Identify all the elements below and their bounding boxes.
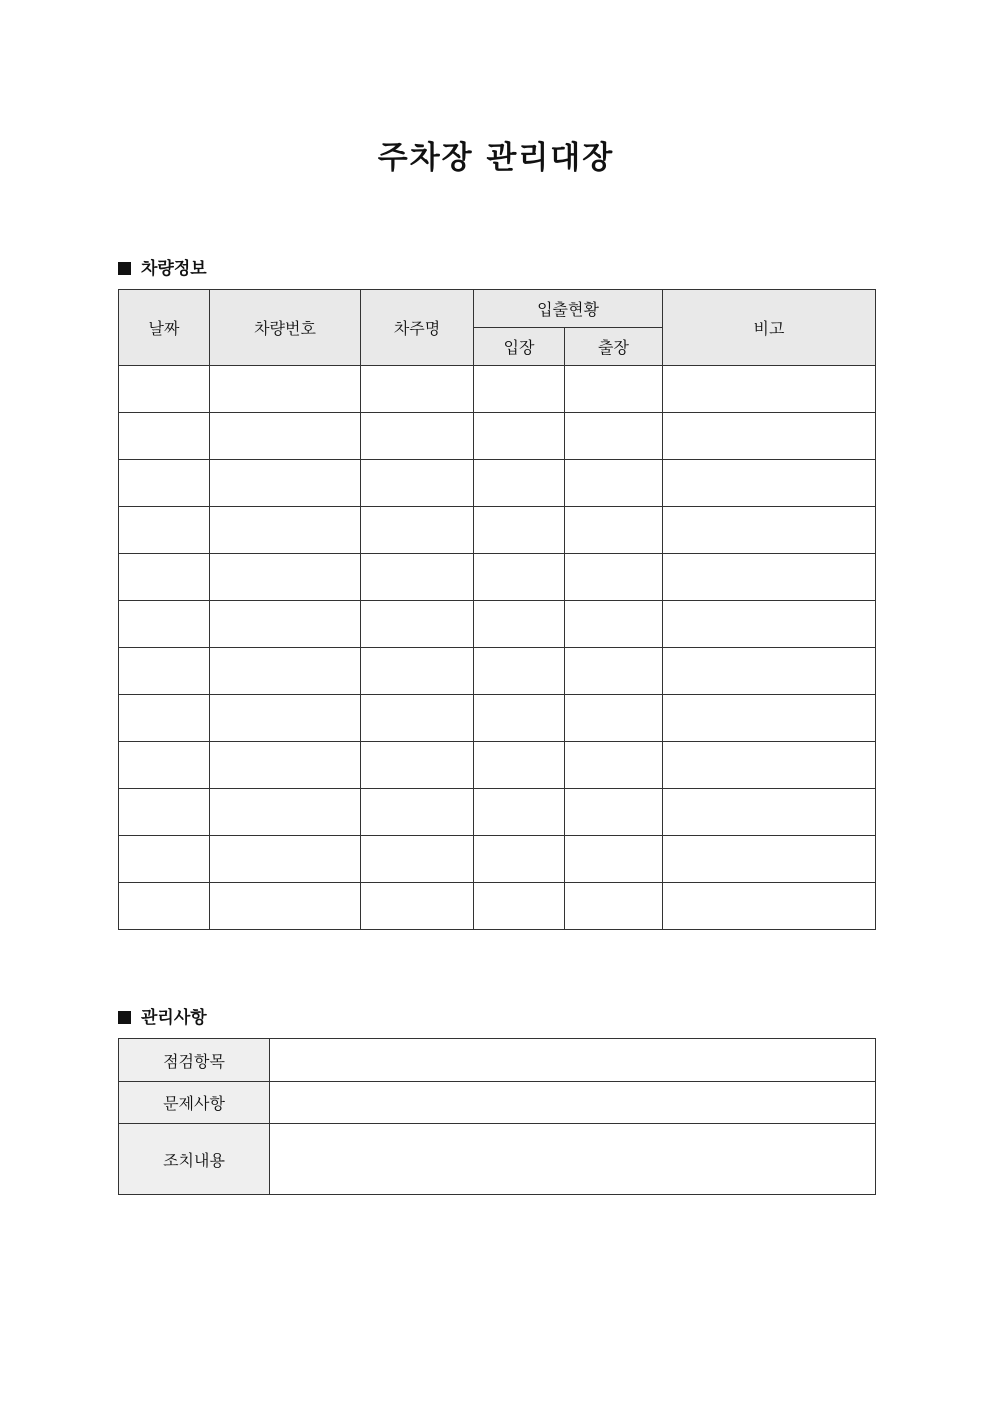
field-actions-taken[interactable] [270,1124,876,1195]
label-issues: 문제사항 [119,1082,270,1124]
cell-exit[interactable] [565,507,663,554]
cell-plate-number[interactable] [210,742,361,789]
table-row [119,648,876,695]
cell-date[interactable] [119,883,210,930]
table-row [119,413,876,460]
table-row [119,1082,876,1124]
table-row [119,883,876,930]
cell-owner-name[interactable] [361,742,474,789]
section-heading-label: 차량정보 [141,259,207,279]
cell-entry[interactable] [474,648,565,695]
header-date: 날짜 [119,290,210,366]
cell-owner-name[interactable] [361,554,474,601]
table-row [119,742,876,789]
cell-owner-name[interactable] [361,695,474,742]
cell-date[interactable] [119,601,210,648]
cell-exit[interactable] [565,836,663,883]
cell-plate-number[interactable] [210,554,361,601]
square-bullet-icon [118,262,131,275]
table-row [119,366,876,413]
cell-owner-name[interactable] [361,366,474,413]
field-issues[interactable] [270,1082,876,1124]
cell-remarks[interactable] [663,601,876,648]
cell-owner-name[interactable] [361,413,474,460]
label-inspection-items: 점검항목 [119,1039,270,1082]
cell-remarks[interactable] [663,695,876,742]
cell-exit[interactable] [565,460,663,507]
table-row [119,1039,876,1082]
cell-date[interactable] [119,507,210,554]
table-row [119,836,876,883]
cell-date[interactable] [119,836,210,883]
cell-owner-name[interactable] [361,601,474,648]
cell-entry[interactable] [474,507,565,554]
cell-entry[interactable] [474,742,565,789]
header-inout-status: 입출현황 [474,290,663,328]
cell-plate-number[interactable] [210,413,361,460]
table-row [119,1124,876,1195]
cell-entry[interactable] [474,413,565,460]
cell-exit[interactable] [565,742,663,789]
cell-owner-name[interactable] [361,789,474,836]
header-remarks: 비고 [663,290,876,366]
cell-plate-number[interactable] [210,601,361,648]
table-row [119,695,876,742]
cell-plate-number[interactable] [210,695,361,742]
square-bullet-icon [118,1011,131,1024]
table-row [119,554,876,601]
cell-remarks[interactable] [663,883,876,930]
vehicle-info-table [118,289,876,930]
header-plate-number: 차량번호 [210,290,361,366]
cell-entry[interactable] [474,695,565,742]
cell-owner-name[interactable] [361,507,474,554]
vehicle-table-body [119,366,876,930]
cell-plate-number[interactable] [210,366,361,413]
cell-entry[interactable] [474,883,565,930]
cell-plate-number[interactable] [210,883,361,930]
cell-date[interactable] [119,789,210,836]
cell-remarks[interactable] [663,554,876,601]
cell-date[interactable] [119,554,210,601]
cell-remarks[interactable] [663,836,876,883]
cell-exit[interactable] [565,554,663,601]
header-exit: 출장 [565,328,663,366]
cell-entry[interactable] [474,366,565,413]
cell-owner-name[interactable] [361,460,474,507]
cell-exit[interactable] [565,366,663,413]
cell-entry[interactable] [474,601,565,648]
section-heading-vehicle [118,254,207,279]
cell-entry[interactable] [474,460,565,507]
cell-remarks[interactable] [663,366,876,413]
cell-entry[interactable] [474,836,565,883]
cell-date[interactable] [119,695,210,742]
cell-exit[interactable] [565,648,663,695]
cell-entry[interactable] [474,554,565,601]
cell-exit[interactable] [565,695,663,742]
cell-owner-name[interactable] [361,648,474,695]
section-heading-label: 관리사항 [141,1008,207,1028]
cell-date[interactable] [119,742,210,789]
section-heading-management [118,1003,207,1028]
cell-plate-number[interactable] [210,648,361,695]
page-title: 주차장 관리대장 [377,140,615,176]
cell-entry[interactable] [474,789,565,836]
cell-remarks[interactable] [663,648,876,695]
cell-remarks[interactable] [663,742,876,789]
table-row [119,601,876,648]
cell-date[interactable] [119,648,210,695]
table-row [119,789,876,836]
cell-remarks[interactable] [663,789,876,836]
cell-plate-number[interactable] [210,789,361,836]
field-inspection-items[interactable] [270,1039,876,1082]
cell-plate-number[interactable] [210,836,361,883]
cell-date[interactable] [119,460,210,507]
cell-plate-number[interactable] [210,460,361,507]
cell-exit[interactable] [565,601,663,648]
cell-date[interactable] [119,413,210,460]
cell-exit[interactable] [565,883,663,930]
table-row [119,507,876,554]
cell-remarks[interactable] [663,460,876,507]
header-entry: 입장 [474,328,565,366]
label-actions-taken: 조치내용 [119,1124,270,1195]
cell-plate-number[interactable] [210,507,361,554]
cell-remarks[interactable] [663,413,876,460]
header-owner-name: 차주명 [361,290,474,366]
management-table [118,1038,876,1195]
cell-owner-name[interactable] [361,883,474,930]
cell-exit[interactable] [565,789,663,836]
cell-owner-name[interactable] [361,836,474,883]
cell-date[interactable] [119,366,210,413]
table-row [119,460,876,507]
cell-remarks[interactable] [663,507,876,554]
cell-exit[interactable] [565,413,663,460]
